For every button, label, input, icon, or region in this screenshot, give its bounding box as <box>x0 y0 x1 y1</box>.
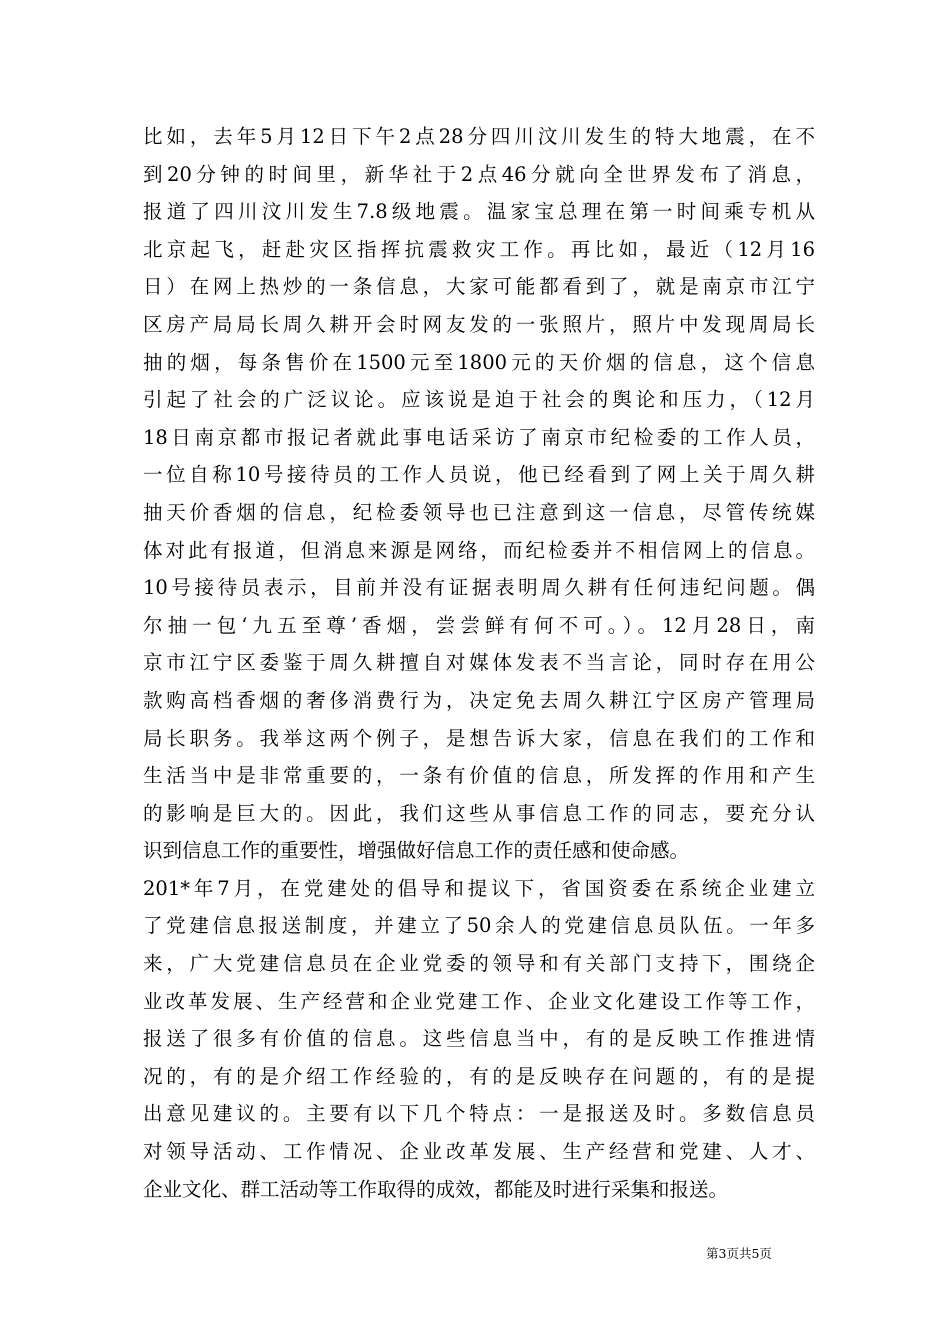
text-line: 日）在网上热炒的一条信息，大家可能都看到了，就是南京市江宁 <box>143 275 815 299</box>
text-line: 报道了四川汶川发生7.8级地震。温家宝总理在第一时间乘专机从 <box>143 200 815 224</box>
page-number: 第3页共5页 <box>706 1246 772 1261</box>
text-line: 款购高档香烟的奢侈消费行为，决定免去周久耕江宁区房产管理局 <box>143 688 815 712</box>
text-line: 比如，去年5月12日下午2点28分四川汶川发生的特大地震，在不 <box>143 125 815 148</box>
text-line: 出意见建议的。主要有以下几个特点：一是报送及时。多数信息员 <box>143 1102 815 1126</box>
text-line: 一位自称10号接待员的工作人员说，他已经看到了网上关于周久耕 <box>143 463 815 487</box>
text-line: 北京起飞，赶赴灾区指挥抗震救灾工作。再比如，最近（12月16 <box>143 237 815 261</box>
text-line: 生活当中是非常重要的，一条有价值的信息，所发挥的作用和产生 <box>143 764 815 788</box>
text-line: 局长职务。我举这两个例子，是想告诉大家，信息在我们的工作和 <box>143 726 815 750</box>
text-line: 抽天价香烟的信息，纪检委领导也已注意到这一信息，尽管传统媒 <box>143 500 815 524</box>
text-line: 对领导活动、工作情况、企业改革发展、生产经营和党建、人才、 <box>143 1140 815 1164</box>
text-line: 抽的烟，每条售价在1500元至1800元的天价烟的信息，这个信息 <box>143 350 815 374</box>
text-line: 京市江宁区委鉴于周久耕擅自对媒体发表不当言论，同时存在用公 <box>143 651 815 675</box>
text-line: 18日南京都市报记者就此事电话采访了南京市纪检委的工作人员， <box>143 425 815 449</box>
text-line: 报送了很多有价值的信息。这些信息当中，有的是反映工作推进情 <box>143 1027 815 1051</box>
text-line: 10号接待员表示，目前并没有证据表明周久耕有任何违纪问题。偶 <box>143 576 815 600</box>
text-line: 尔抽一包‘九五至尊’香烟，尝尝鲜有何不可。）。12月28日，南 <box>143 613 815 637</box>
text-line: 201*年7月，在党建处的倡导和提议下，省国资委在系统企业建立 <box>143 876 815 900</box>
text-line: 体对此有报道，但消息来源是网络，而纪检委并不相信网上的信息。 <box>143 538 815 562</box>
text-line: 况的，有的是介绍工作经验的，有的是反映存在问题的，有的是提 <box>143 1064 815 1088</box>
text-line: 区房产局局长周久耕开会时网友发的一张照片，照片中发现周局长 <box>143 312 815 336</box>
text-line: 业改革发展、生产经营和企业党建工作、企业文化建设工作等工作， <box>143 989 815 1013</box>
text-line: 识到信息工作的重要性，增强做好信息工作的责任感和使命感。 <box>143 839 690 863</box>
text-line: 的影响是巨大的。因此，我们这些从事信息工作的同志，要充分认 <box>143 801 815 825</box>
text-line: 了党建信息报送制度，并建立了50余人的党建信息员队伍。一年多 <box>143 914 815 938</box>
text-line: 来，广大党建信息员在企业党委的领导和有关部门支持下，围绕企 <box>143 952 815 976</box>
text-line: 引起了社会的广泛议论。应该说是迫于社会的舆论和压力，（12月 <box>143 388 815 412</box>
text-line: 企业文化、群工活动等工作取得的成效，都能及时进行采集和报送。 <box>143 1177 729 1201</box>
body-text <box>143 118 815 1208</box>
text-line: 到20分钟的时间里，新华社于2点46分就向全世界发布了消息， <box>143 162 815 186</box>
